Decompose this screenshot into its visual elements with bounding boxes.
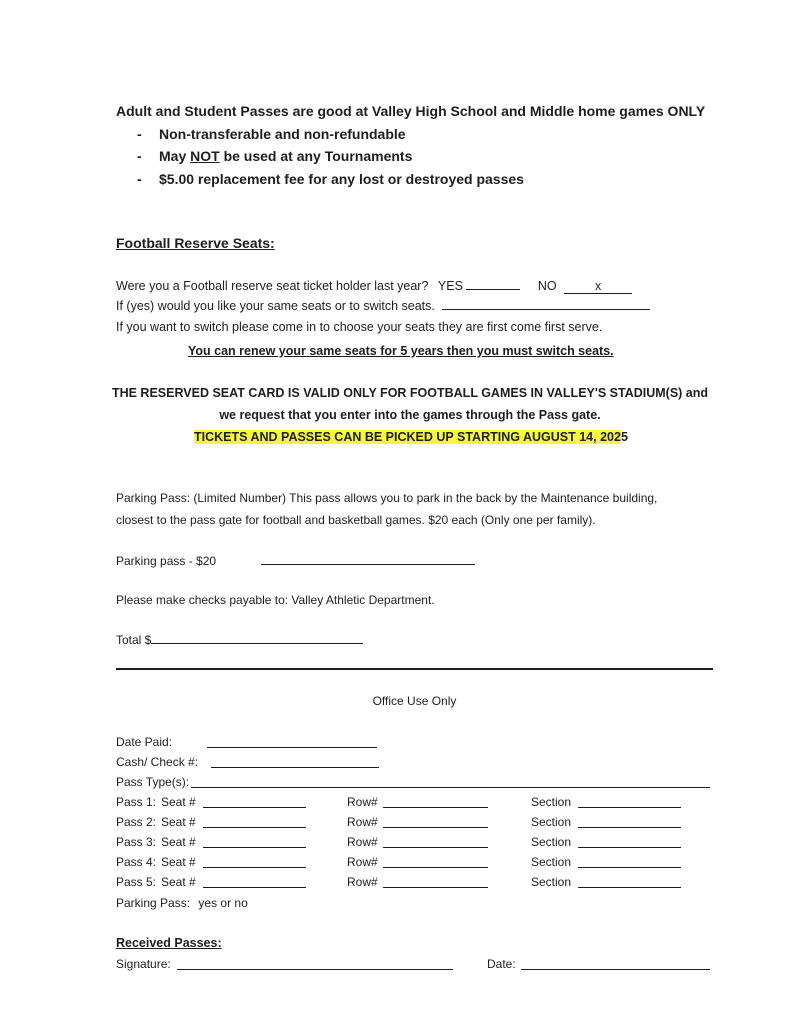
switch-instructions: If you want to switch please come in to choose your seats they are first come first serve.: [116, 320, 603, 334]
seat-blank[interactable]: [203, 836, 306, 848]
parking-price-label: Parking pass - $20: [116, 554, 217, 568]
date-paid-label: Date Paid:: [116, 735, 173, 749]
bullet-text: Non-transferable and non-refundable: [159, 126, 406, 142]
parking-price-row: [116, 553, 475, 568]
signature-blank[interactable]: [177, 958, 453, 970]
bullet-text-emphasis: NOT: [190, 148, 220, 164]
row-blank[interactable]: [383, 876, 488, 888]
row-blank[interactable]: [383, 856, 488, 868]
row-label: Row#: [347, 815, 378, 829]
pickup-notice: [194, 430, 628, 444]
bullet-item: [137, 171, 524, 187]
date-paid-blank[interactable]: [207, 736, 377, 748]
seat-blank[interactable]: [203, 816, 306, 828]
notice-line-2: we request that you enter into the games through the Pass gate.: [219, 408, 601, 422]
parking-pass-row: [116, 896, 248, 910]
row-blank[interactable]: [383, 816, 488, 828]
switch-answer-blank[interactable]: [442, 298, 650, 310]
pass-label: Pass 2:: [116, 815, 157, 829]
no-answer-field[interactable]: x: [564, 279, 632, 294]
section-label: Section: [531, 835, 572, 849]
signature-label: Signature:: [116, 957, 171, 971]
bullet-item: [137, 126, 406, 142]
parking-pass-label: Parking Pass:: [116, 896, 191, 910]
bullet-marker: -: [137, 148, 142, 164]
passes-heading: Adult and Student Passes are good at Valley High School and Middle home games ONLY: [116, 103, 706, 119]
seat-label: Seat #: [161, 875, 196, 889]
section-blank[interactable]: [578, 856, 681, 868]
checks-payable: Please make checks payable to: Valley Athletic Department.: [116, 593, 435, 607]
pickup-highlight: TICKETS AND PASSES CAN BE PICKED UP STARTING AUGUST 14, 202: [194, 430, 621, 444]
bullet-marker: -: [137, 171, 142, 187]
seat-label: Seat #: [161, 855, 196, 869]
section-blank[interactable]: [578, 816, 681, 828]
parking-description-1: Parking Pass: (Limited Number) This pass allows you to park in the back by the Maintenance building,: [116, 491, 658, 505]
section-blank[interactable]: [578, 836, 681, 848]
section-blank[interactable]: [578, 876, 681, 888]
notice-line-1: THE RESERVED SEAT CARD IS VALID ONLY FOR FOOTBALL GAMES IN VALLEY'S STADIUM(S) and: [111, 386, 709, 400]
pass-label: Pass 5:: [116, 875, 157, 889]
received-heading: Received Passes:: [116, 936, 222, 950]
seat-blank[interactable]: [203, 856, 306, 868]
cash-check-blank[interactable]: [211, 756, 379, 768]
row-blank[interactable]: [383, 796, 488, 808]
section-label: Section: [531, 855, 572, 869]
section-label: Section: [531, 795, 572, 809]
seat-label: Seat #: [161, 795, 196, 809]
pass-types-blank[interactable]: [191, 776, 710, 788]
seat-blank[interactable]: [203, 876, 306, 888]
parking-pass-options: yes or no: [198, 896, 248, 910]
switch-question: If (yes) would you like your same seats or to switch seats.: [116, 299, 435, 313]
pass-label: Pass 4:: [116, 855, 157, 869]
no-label: NO: [537, 279, 557, 293]
yes-label: YES: [437, 279, 463, 293]
seat-blank[interactable]: [203, 796, 306, 808]
bullet-item: [137, 148, 412, 164]
bullet-text-post: be used at any Tournaments: [219, 148, 413, 164]
total-blank[interactable]: [151, 632, 363, 644]
total-label: Total $: [116, 633, 152, 647]
pickup-tail: 5: [620, 430, 628, 444]
date-blank[interactable]: [521, 958, 710, 970]
section-label: Section: [531, 875, 572, 889]
total-row: [116, 632, 363, 647]
pass-label: Pass 1:: [116, 795, 157, 809]
parking-price-blank[interactable]: [261, 553, 475, 565]
pass-label: Pass 3:: [116, 835, 157, 849]
bullet-text: $5.00 replacement fee for any lost or destroyed passes: [159, 171, 524, 187]
row-blank[interactable]: [383, 836, 488, 848]
section-divider: [116, 668, 713, 670]
row-label: Row#: [347, 855, 378, 869]
seat-label: Seat #: [161, 835, 196, 849]
seat-label: Seat #: [161, 815, 196, 829]
office-title: Office Use Only: [372, 694, 457, 708]
football-heading: Football Reserve Seats:: [116, 235, 275, 251]
holder-question-row: [116, 278, 632, 294]
holder-question: Were you a Football reserve seat ticket holder last year?: [116, 279, 429, 293]
parking-description-2: closest to the pass gate for football and basketball games. $20 each (Only one per family).: [116, 513, 596, 527]
row-label: Row#: [347, 795, 378, 809]
date-label: Date:: [487, 957, 516, 971]
row-label: Row#: [347, 835, 378, 849]
renew-note: You can renew your same seats for 5 years then you must switch seats.: [188, 344, 614, 358]
yes-blank[interactable]: [466, 278, 520, 290]
pass-types-label: Pass Type(s):: [116, 775, 190, 789]
cash-check-label: Cash/ Check #:: [116, 755, 199, 769]
bullet-marker: -: [137, 126, 142, 142]
row-label: Row#: [347, 875, 378, 889]
bullet-text-pre: May: [159, 148, 191, 164]
section-blank[interactable]: [578, 796, 681, 808]
section-label: Section: [531, 815, 572, 829]
switch-question-row: [116, 298, 650, 313]
